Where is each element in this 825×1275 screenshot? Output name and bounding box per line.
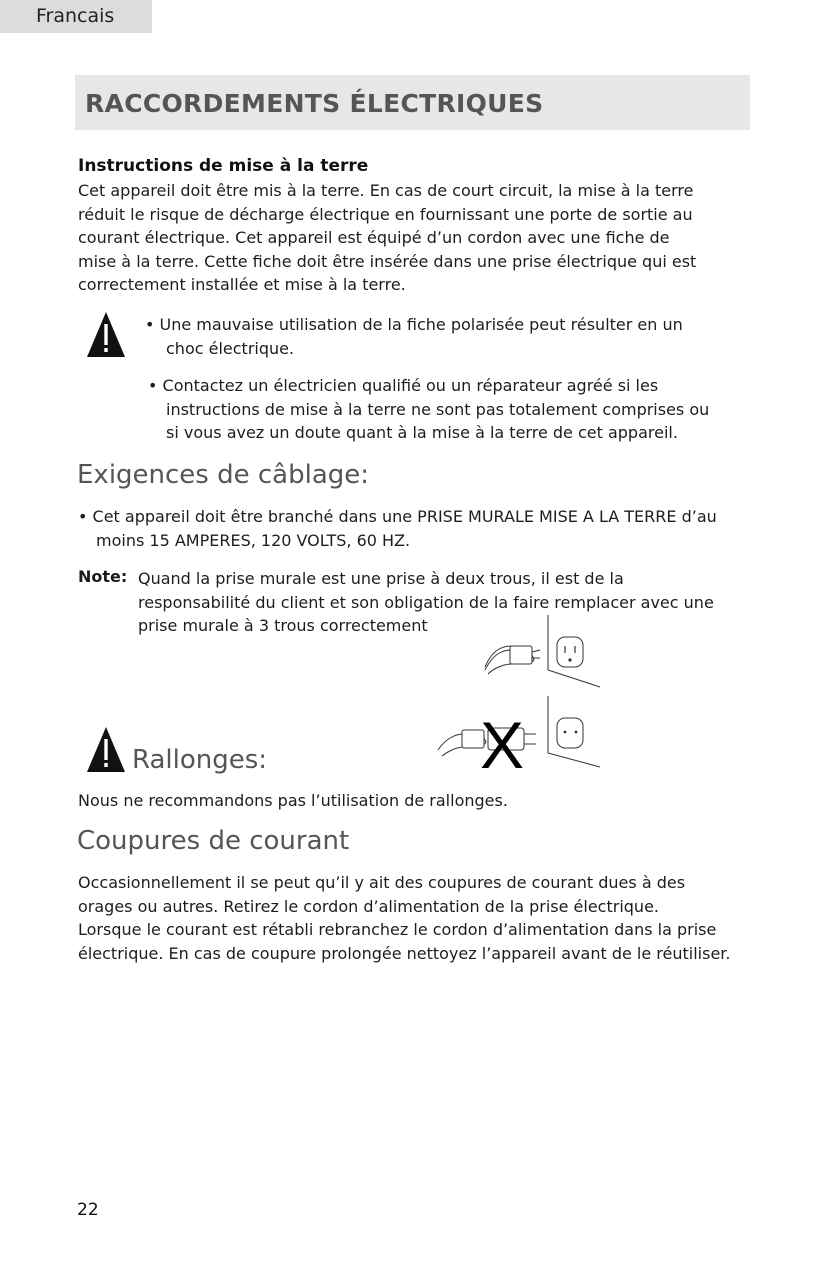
extension-text: Nous ne recommandons pas l’utilisation de rallonges. (78, 791, 508, 810)
wiring-heading: Exigences de câblage: (77, 460, 370, 490)
extension-heading: Rallonges: (132, 745, 268, 775)
note-line: prise murale à 3 trous correctement (138, 616, 428, 635)
paragraph-line: électrique. En cas de coupure prolongée nettoyez l’appareil avant de le réutiliser. (78, 943, 731, 963)
note-line: Quand la prise murale est une prise à deux trous, il est de la (138, 569, 624, 588)
note-line: responsabilité du client et son obligation de la faire remplacer avec une (138, 592, 714, 612)
grounding-bullet (148, 374, 748, 445)
title-bar (75, 75, 750, 130)
note-label: Note: (78, 567, 128, 586)
bullet-line: • Contactez un électricien qualifié ou un réparateur agréé si les (148, 376, 659, 395)
bullet-line: si vous avez un doute quant à la mise à la terre de cet appareil. (166, 423, 678, 442)
paragraph-line: Cet appareil doit être mis à la terre. En cas de court circuit, la mise à la terre (78, 181, 694, 200)
bullet-line: • Une mauvaise utilisation de la fiche polarisée peut résulter en un (145, 315, 683, 334)
paragraph-line: Occasionnellement il se peut qu’il y ait des coupures de courant dues à des (78, 873, 686, 892)
warning-triangle-icon (86, 310, 126, 358)
bullet-line: • Cet appareil doit être branché dans une PRISE MURALE MISE A LA TERRE d’au (78, 507, 717, 526)
language-tab: Francais (0, 0, 152, 33)
warning-triangle-icon (86, 725, 126, 773)
page-title: RACCORDEMENTS ÉLECTRIQUES (85, 89, 544, 118)
power-outage-heading: Coupures de courant (77, 826, 350, 856)
paragraph-line: réduit le risque de décharge électrique en fournissant une porte de sortie au (78, 204, 693, 224)
bullet-line: instructions de mise à la terre ne sont pas totalement comprises ou (166, 399, 710, 419)
power-outage-paragraph (78, 871, 768, 965)
cross-mark: X (479, 708, 525, 775)
paragraph-line: courant électrique. Cet appareil est équipé d’un cordon avec une fiche de (78, 228, 670, 247)
grounding-paragraph (78, 179, 758, 297)
correct-plug-diagram (485, 615, 600, 687)
plug-outlet-illustration (430, 610, 605, 775)
paragraph-line: correctement installée et mise à la terre. (78, 275, 406, 294)
bullet-line: moins 15 AMPERES, 120 VOLTS, 60 HZ. (96, 530, 411, 550)
grounding-bullet (145, 313, 745, 360)
bullet-line: choc électrique. (166, 338, 295, 358)
paragraph-line: orages ou autres. Retirez le cordon d’alimentation de la prise électrique. (78, 896, 659, 916)
paragraph-line: Lorsque le courant est rétabli rebranchez le cordon d’alimentation dans la prise (78, 920, 717, 939)
paragraph-line: mise à la terre. Cette fiche doit être insérée dans une prise électrique qui est (78, 251, 697, 271)
wiring-bullet (78, 505, 758, 552)
grounding-heading: Instructions de mise à la terre (78, 156, 369, 176)
page-number: 22 (77, 1200, 99, 1220)
